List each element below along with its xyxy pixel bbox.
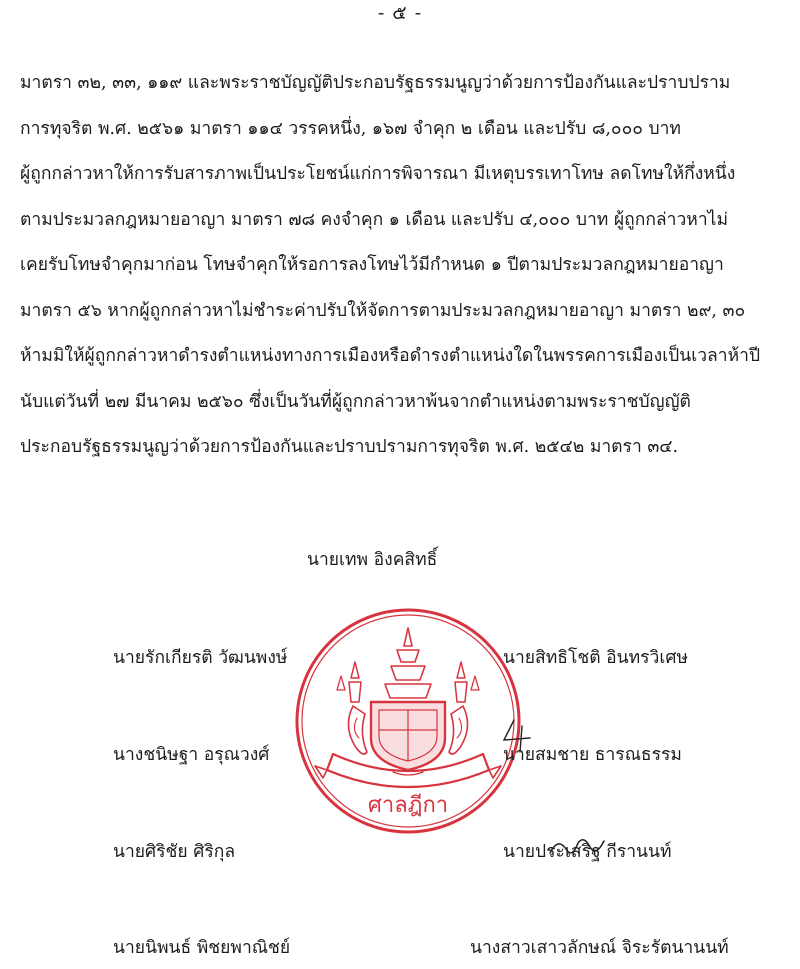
court-seal xyxy=(293,606,523,836)
signature-left-1: นายรักเกียรติ วัฒนพงษ์ xyxy=(113,648,288,668)
paragraph-line: ตามประมวลกฎหมายอาญา มาตรา ๗๘ คงจำคุก ๑ เดือน และปรับ ๔,๐๐๐ บาท ผู้ถูกกล่าวหาไม่ xyxy=(20,209,728,230)
paragraph-line: มาตรา ๕๖ หากผู้ถูกกล่าวหาไม่ชำระค่าปรับให้จัดการตามประมวลกฎหมายอาญา มาตรา ๒๙, ๓๐ xyxy=(20,300,746,321)
signature-left-2: นางชนิษฐา อรุณวงศ์ xyxy=(113,745,270,765)
seal-inscription: ศาลฎีกา xyxy=(367,793,449,818)
paragraph-line: ห้ามมิให้ผู้ถูกกล่าวหาดำรงตำแหน่งทางการเมืองหรือดำรงตำแหน่งใดในพรรคการเมืองเป็นเวลาห้าปี xyxy=(20,346,761,366)
court-seal-emblem xyxy=(293,606,523,836)
paragraph-line: มาตรา ๓๒, ๓๓, ๑๑๙ และพระราชบัญญัติประกอบรัฐธรรมนูญว่าด้วยการป้องกันและปราบปราม xyxy=(20,73,731,93)
judgment-paragraph xyxy=(20,61,790,471)
paragraph-line: ผู้ถูกกล่าวหาให้การรับสารภาพเป็นประโยชน์แก่การพิจารณา มีเหตุบรรเทาโทษ ลดโทษให้กึ่งหนึ่ง xyxy=(20,164,736,184)
paragraph-line: ประกอบรัฐธรรมนูญว่าด้วยการป้องกันและปราบปรามการทุจริต พ.ศ. ๒๕๔๒ มาตรา ๓๔. xyxy=(20,437,679,457)
page-number: - ๕ - xyxy=(377,2,423,24)
signature-right-4: นางสาวเสาวลักษณ์ จิระรัตนานนท์ xyxy=(470,938,729,958)
paragraph-line: นับแต่วันที่ ๒๗ มีนาคม ๒๕๖๐ ซึ่งเป็นวันที่ผู้ถูกกล่าวหาพ้นจากตำแหน่งตามพระราชบัญญัติ xyxy=(20,391,691,412)
handwritten-mark xyxy=(500,718,540,754)
signature-right-2: นายสมชาย ธารณธรรม xyxy=(503,745,682,765)
signature-left-4: นายนิพนธ์ พิชยพาณิชย์ xyxy=(113,938,291,958)
signature-left-3: นายศิริชัย ศิริกุล xyxy=(113,842,236,862)
signature-presiding-judge: นายเทพ อิงคสิทธิ์ xyxy=(307,550,438,570)
handwritten-mark xyxy=(548,833,606,863)
paragraph-line: เคยรับโทษจำคุกมาก่อน โทษจำคุกให้รอการลงโทษไว้มีกำหนด ๑ ปีตามประมวลกฎหมายอาญา xyxy=(20,255,724,275)
paragraph-line: การทุจริต พ.ศ. ๒๕๖๑ มาตรา ๑๑๔ วรรคหนึ่ง, ๑๖๗ จำคุก ๒ เดือน และปรับ ๘,๐๐๐ บาท xyxy=(20,118,681,139)
signature-right-1: นายสิทธิโชติ อินทรวิเศษ xyxy=(503,648,689,668)
signature-right-3: นายประเสริฐ กีรานนท์ xyxy=(503,842,672,862)
